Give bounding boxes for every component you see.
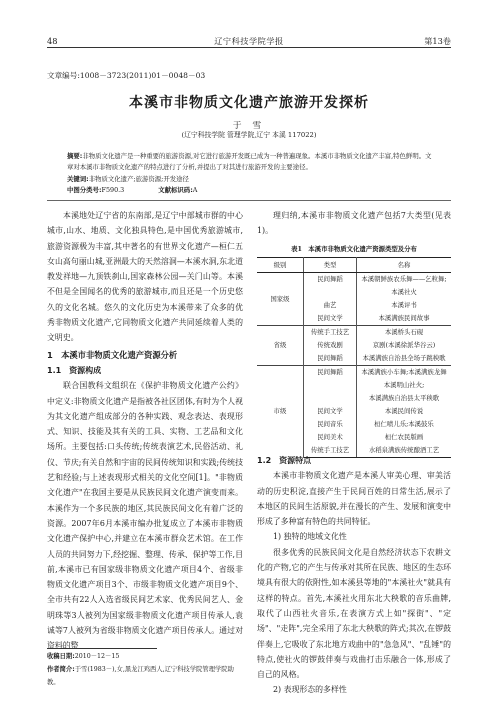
cell-name: 本溪朝鲜族农乐舞——乞粒舞; <box>357 273 452 287</box>
right-column-bottom <box>257 453 451 698</box>
header-rule <box>47 47 451 48</box>
table-row <box>257 366 451 380</box>
cell-type: 曲艺 <box>304 299 357 312</box>
cell-name: 本溪满族自治县全场子跳秧歌 <box>362 354 446 362</box>
resource-table <box>257 257 451 458</box>
cell-name: 本溪社火 <box>391 288 417 296</box>
header-level: 级别 <box>257 258 304 273</box>
abstract <box>67 151 435 173</box>
cell-name: 水稻泉满族传统酿酒工艺 <box>357 444 452 458</box>
cell-type: 传统手工技艺 <box>304 444 357 458</box>
received-date: 2010－12－15 <box>74 653 120 660</box>
table-intro-text: 理归纳,本溪市非物质文化遗产包括7大类型(见表1)。 <box>257 211 451 236</box>
left-column <box>47 208 243 654</box>
footnote <box>47 650 243 689</box>
features-paragraph: 本溪市非物质文化遗产是本溪人审美心理、审美活动的历史积淀,直接产生于民间百姓的日常生活,展示了本地区的民间生活原貌,并在漫长的产生、发展和演变中形成了多种富有特色的共同特征。 <box>257 471 451 527</box>
right-column-top <box>257 208 451 239</box>
regional-culture-paragraph: 很多优秀的民族民间文化是自然经济状态下农耕文化的产物,它的产生与传承对其所在民族、地区的生态环境具有很大的依附性,如本溪县等地的"本溪社火"就具有这样的特点。首先,本溪社火用东北大秧歌的音乐曲牌,取代了山西社火音乐,在表演方式上如"探街"、"定场"、"走阵",完全采用了东北大秧歌的阵式;其次,在锣鼓伴奏上,它吸收了东北地方戏曲中的"急急风"、"乱锤"的特点,使社火的锣鼓伴奏与戏曲打击乐融合一体,形成了自己的风格。 <box>257 547 451 680</box>
cell-type: 传统手工技艺 <box>304 326 357 340</box>
author-bio: 于雪(1983－),女,黑龙江鸡西人,辽宁科技学院管理学院助教。 <box>47 666 234 686</box>
cell-name: 桓仁喷儿乐;本溪鼓乐 <box>374 420 434 428</box>
cell-type <box>304 286 357 299</box>
cell-type: 民间美术 <box>304 431 357 444</box>
table-row <box>257 326 451 340</box>
article-title: 本溪市非物质文化遗产旅游开发探析 <box>129 95 369 111</box>
doc-code: A <box>192 186 198 194</box>
cell-type: 民间音乐 <box>304 418 357 431</box>
body-paragraph: 联合国教科文组织在《保护非物质文化遗产公约》中定义:非物质文化遗产是指被各社区团体,有时为个人视为其文化遗产组成部分的各种实践、观念表达、表现形式、知识、技能及其有关的工具、实物、工艺品和文化场所。主要包括:口头传统;传统表演艺术,民俗活动、礼仪、节庆;有关自然和宇宙的民间传统知识和实践;传统技艺和经验;与上述表现形式相关的文化空间[1]。"非物质文化遗产"在我国主要是从民族民间文化遗产演变而来。本溪作为一个多民族的地区,其民族民间文化有着广泛的资源。2007年6月本溪市编办批复成立了本溪市非物质文化遗产保护中心,并建立在本溪市群众艺术馆。在工作人员的共同努力下,经挖掘、整理、传承、保护等工作,目前,本溪市已有国家级非物质文化遗产项目4个、省级非物质文化遗产项目3个、市级非物质文化遗产项目9个、全市共有22人入选省级民间艺术家、优秀民间艺人、金明珠等3人被列为国家级非物质文化遗产项目传承人,袁诚等7人被列为省级非物质文化遗产项目传承人。通过对资料的整 <box>47 381 243 651</box>
section-heading-1-2: 1.2 资源特点 <box>257 456 312 465</box>
cell-name: 本溪桥头石砚 <box>357 326 452 340</box>
cell-name: 本溪满族小车舞;本溪满族龙舞 <box>357 366 452 380</box>
cell-level: 国家级 <box>257 273 304 326</box>
cell-name: 本溪民间传说 <box>384 407 424 415</box>
cell-name: 本溪评书 <box>391 301 417 309</box>
section-heading-1-1: 1.1 资源构成 <box>47 365 102 375</box>
abstract-label: 摘要: <box>67 152 83 160</box>
page-number: 48 <box>47 36 58 46</box>
article-number: 文章编号:1008－3723(2011)01－0048－03 <box>47 71 206 80</box>
cell-type: 民间舞蹈 <box>304 273 357 287</box>
section-divider <box>47 200 451 201</box>
cell-type: 传统戏剧 <box>304 339 357 352</box>
cell-name: 本溪满族自治县太平秧歌 <box>368 394 440 402</box>
keywords-label: 关键词: <box>67 175 89 183</box>
table-caption: 表1 本溪市非物质文化遗产资源类型及分布 <box>291 245 417 253</box>
cell-name: 桓仁农民版画 <box>384 433 424 441</box>
clc-code: F590.3 <box>101 186 125 194</box>
table-row <box>257 273 451 287</box>
affiliation: (辽宁科技学院 管理学院,辽宁 本溪 117022) <box>181 131 317 139</box>
intro-paragraph: 本溪地处辽宁省的东南部,是辽宁中部城市群的中心城市,山水、地质、文化独具特色,是中国优秀旅游城市,旅游资源极为丰富,其中著名的有世界文化遗产—桓仁五女山高句丽山城,亚洲最大的天然溶洞—本溪水洞,东北道教发祥地—九顶铁刹山,国家森林公园—关门山等。本溪不但是全国闻名的优秀的旅游城市,而且还是一个历史悠久的文化名城。悠久的文化历史为本溪带来了众多的优秀非物质文化遗产,它同物质文化遗产共同延续着人类的文明史。 <box>47 211 243 343</box>
cell-type: 民间文学 <box>304 312 357 326</box>
journal-name: 辽宁科技学院学报 <box>214 36 284 46</box>
cell-type <box>304 379 357 392</box>
author-bio-label: 作者简介: <box>47 666 75 673</box>
cell-level: 省级 <box>257 326 304 366</box>
classification <box>67 185 197 194</box>
keywords-text: 非物质文化遗产;旅游资源;开发途径 <box>88 175 189 183</box>
keywords <box>67 174 189 183</box>
abstract-text: 非物质文化遗产是一种重要的旅游资源,对它进行旅游开发既已成为一种普遍现象。本溪市非物质文化遗产丰富,特色鲜明。文章对本溪市非物质文化遗产的特点进行了分析,并提出了对其进行旅游开发的主要途径。 <box>67 152 432 171</box>
cell-type: 民间舞蹈 <box>304 366 357 380</box>
footnote-rule <box>47 648 157 649</box>
cell-name: 京剧(本溪徐派华谷云) <box>372 341 436 349</box>
cell-name: 本溪满族民间故事 <box>378 314 430 322</box>
doc-code-label: 文献标识码: <box>158 186 193 194</box>
header-type: 类型 <box>304 258 357 273</box>
cell-name: 本溪明山社火; <box>383 381 425 389</box>
received-label: 收稿日期: <box>47 653 75 660</box>
cell-type <box>304 392 357 405</box>
header-name: 名称 <box>357 258 452 273</box>
subheading-1: 1) 独特的地域文化性 <box>273 532 347 542</box>
volume: 第13卷 <box>424 36 451 46</box>
clc-label: 中图分类号: <box>67 186 102 194</box>
cell-type: 民间文学 <box>304 405 357 418</box>
cell-type: 民间舞蹈 <box>304 352 357 366</box>
section-heading-1: 1 本溪市非物质文化遗产资源分析 <box>47 349 178 360</box>
cell-level: 市级 <box>257 366 304 458</box>
table-header-row <box>257 258 451 273</box>
subheading-2: 2) 表现形态的多样性 <box>273 685 347 695</box>
author: 于 雪 <box>232 121 266 131</box>
